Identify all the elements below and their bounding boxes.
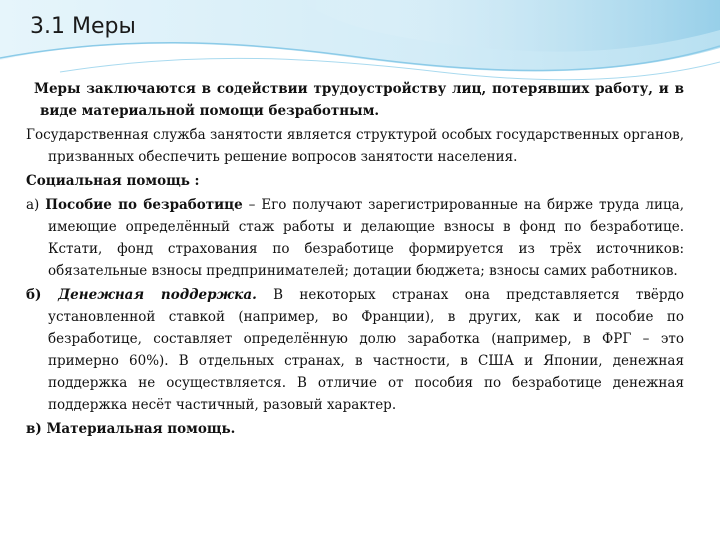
paragraph-unemployment-benefit bbox=[26, 194, 684, 282]
text-cash-support: В некоторых странах она представляется твёрдо установленной ставкой (например, во Франции), в других, как и пособие по безработице, составляет определённую долю заработка (например, в ФРГ – это примерно 60%). В отдельных странах, в частности, в США и Японии, денежная поддержка не осуществляется. В отличие от пособия по безработице денежная поддержка несёт частичный, разовый характер. bbox=[48, 287, 684, 413]
paragraph-cash-support bbox=[26, 284, 684, 416]
slide-title: 3.1 Меры bbox=[30, 14, 136, 39]
term-cash-support: Денежная поддержка. bbox=[58, 287, 257, 303]
slide-body bbox=[26, 78, 684, 442]
list-marker-b: б) bbox=[26, 287, 59, 303]
paragraph-measures: Меры заключаются в содействии трудоустройству лиц, потерявших работу, и в виде материальной помощи безработным. bbox=[34, 81, 684, 119]
text-unemployment-benefit: – Его получают зарегистрированные на бирже труда лица, имеющие определённый стаж работы и делающие взносы в фонд по безработице. Кстати, фонд страхования по безработице формируется из трёх источников: обязательные взносы предпринимателей; дотации бюджета; взносы самих работников. bbox=[48, 197, 685, 279]
term-unemployment-benefit: Пособие по безработице bbox=[45, 197, 243, 213]
paragraph-employment-service: Государственная служба занятости является структурой особых государственных органов, призванных обеспечить решение вопросов занятости населения. bbox=[26, 127, 684, 165]
heading-social-help: Социальная помощь : bbox=[26, 173, 200, 189]
paragraph-material-help: в) Материальная помощь. bbox=[26, 421, 236, 437]
list-marker-a: а) bbox=[26, 197, 46, 213]
